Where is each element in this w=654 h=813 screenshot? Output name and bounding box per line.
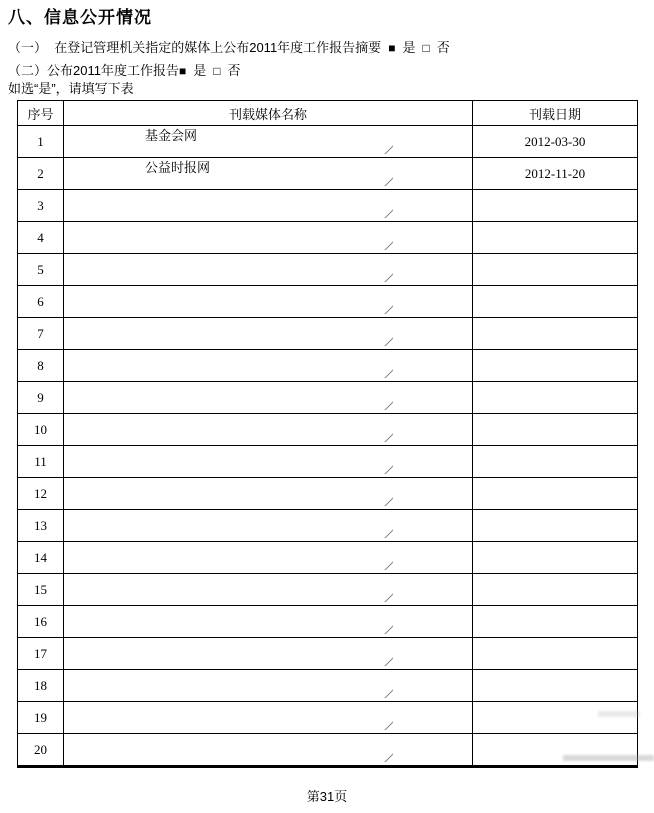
checkbox-unchecked-icon: □ — [213, 64, 221, 78]
media-name-cell — [64, 382, 473, 414]
media-table-body — [18, 126, 638, 767]
row-number: 9 — [18, 382, 64, 414]
table-row — [18, 670, 638, 702]
publish-date: 2012-11-20 — [473, 158, 638, 190]
media-publication-table — [17, 100, 638, 768]
table-row — [18, 734, 638, 767]
media-name-input[interactable] — [143, 734, 393, 761]
media-name-box — [143, 126, 393, 156]
publish-date — [473, 606, 638, 638]
media-name-box — [143, 702, 393, 732]
media-name-cell — [64, 542, 473, 574]
media-name-input[interactable] — [143, 254, 393, 281]
media-name-input[interactable] — [143, 542, 393, 569]
header-seq: 序号 — [18, 101, 64, 126]
header-media-name: 刊载媒体名称 — [64, 101, 473, 126]
media-name-cell — [64, 158, 473, 190]
header-publish-date: 刊载日期 — [473, 101, 638, 126]
row-number: 20 — [18, 734, 64, 767]
header-row — [18, 101, 638, 126]
media-name-input[interactable] — [143, 382, 393, 409]
table-row — [18, 702, 638, 734]
question-1-yes-label: 是 — [402, 40, 416, 55]
publish-date — [473, 286, 638, 318]
publish-date — [473, 478, 638, 510]
media-name-box — [143, 350, 393, 380]
media-name-box — [143, 222, 393, 252]
media-name-input[interactable] — [143, 126, 393, 153]
media-name-cell — [64, 190, 473, 222]
row-number: 10 — [18, 414, 64, 446]
media-name-cell — [64, 286, 473, 318]
row-number: 16 — [18, 606, 64, 638]
media-name-input[interactable] — [143, 158, 393, 185]
watermark-smudge — [598, 711, 640, 717]
publish-date — [473, 542, 638, 574]
table-row — [18, 286, 638, 318]
checkbox-checked-icon: ■ — [388, 41, 396, 55]
media-name-input[interactable] — [143, 606, 393, 633]
media-name-cell — [64, 318, 473, 350]
row-number: 13 — [18, 510, 64, 542]
media-name-input[interactable] — [143, 670, 393, 697]
media-name-cell — [64, 702, 473, 734]
row-number: 1 — [18, 126, 64, 158]
media-table-head — [18, 101, 638, 126]
media-name-cell — [64, 446, 473, 478]
table-row — [18, 158, 638, 190]
media-name-input[interactable] — [143, 702, 393, 729]
media-name-cell — [64, 126, 473, 158]
table-row — [18, 606, 638, 638]
media-name-box — [143, 574, 393, 604]
question-2-no-label: 否 — [227, 63, 241, 78]
publish-date — [473, 222, 638, 254]
table-row — [18, 318, 638, 350]
row-number: 4 — [18, 222, 64, 254]
table-row — [18, 190, 638, 222]
table-row — [18, 126, 638, 158]
media-name-input[interactable] — [143, 318, 393, 345]
row-number: 7 — [18, 318, 64, 350]
publish-date — [473, 350, 638, 382]
media-name-cell — [64, 510, 473, 542]
table-row — [18, 382, 638, 414]
publish-date — [473, 414, 638, 446]
publish-date — [473, 254, 638, 286]
table-row — [18, 350, 638, 382]
media-name-cell — [64, 350, 473, 382]
fill-table-note: 如选“是”，请填写下表 — [8, 81, 134, 96]
media-name-cell — [64, 734, 473, 767]
page-number: 第31页 — [306, 789, 348, 804]
row-number: 5 — [18, 254, 64, 286]
row-number: 3 — [18, 190, 64, 222]
table-row — [18, 478, 638, 510]
table-row — [18, 414, 638, 446]
row-number: 17 — [18, 638, 64, 670]
media-name-cell — [64, 414, 473, 446]
media-name-box — [143, 638, 393, 668]
row-number: 2 — [18, 158, 64, 190]
question-2-text: （二）公布2011年度工作报告 — [8, 63, 179, 78]
media-name-box — [143, 286, 393, 316]
row-number: 6 — [18, 286, 64, 318]
media-name-box — [143, 190, 393, 220]
media-name-box — [143, 606, 393, 636]
question-1 — [8, 40, 654, 56]
media-name-input[interactable] — [143, 286, 393, 313]
media-name-box — [143, 670, 393, 700]
publish-date — [473, 318, 638, 350]
question-1-no-label: 否 — [436, 40, 450, 55]
question-1-text: （一） 在登记管理机关指定的媒体上公布2011年度工作报告摘要 — [8, 40, 382, 55]
media-name-input[interactable] — [143, 478, 393, 505]
media-name-box — [143, 254, 393, 284]
media-name-box — [143, 382, 393, 412]
row-number: 8 — [18, 350, 64, 382]
media-name-cell — [64, 478, 473, 510]
table-row — [18, 254, 638, 286]
media-name-input[interactable] — [143, 510, 393, 537]
media-name-box — [143, 158, 393, 188]
checkbox-checked-icon: ■ — [178, 64, 187, 78]
publish-date — [473, 446, 638, 478]
publish-date — [473, 574, 638, 606]
media-name-box — [143, 542, 393, 572]
publish-date — [473, 638, 638, 670]
media-name-box — [143, 734, 393, 764]
publish-date — [473, 382, 638, 414]
media-name-box — [143, 446, 393, 476]
media-name-input[interactable] — [143, 574, 393, 601]
media-name-box — [143, 510, 393, 540]
row-number: 15 — [18, 574, 64, 606]
publish-date — [473, 702, 638, 734]
media-name-box — [143, 478, 393, 508]
media-name-input[interactable] — [143, 190, 393, 217]
watermark-smudge — [563, 755, 654, 761]
publish-date — [473, 190, 638, 222]
table-row — [18, 446, 638, 478]
table-row — [18, 638, 638, 670]
media-name-box — [143, 318, 393, 348]
publish-date — [473, 670, 638, 702]
media-name-input[interactable] — [143, 350, 393, 377]
publish-date: 2012-03-30 — [473, 126, 638, 158]
publish-date — [473, 510, 638, 542]
row-number: 12 — [18, 478, 64, 510]
media-name-cell — [64, 254, 473, 286]
media-name-cell — [64, 606, 473, 638]
media-name-cell — [64, 670, 473, 702]
media-name-input[interactable] — [143, 638, 393, 665]
checkbox-unchecked-icon: □ — [422, 41, 430, 55]
table-row — [18, 510, 638, 542]
media-name-cell — [64, 222, 473, 254]
media-name-cell — [64, 574, 473, 606]
media-name-input[interactable] — [143, 446, 393, 473]
media-name-cell — [64, 638, 473, 670]
section-title: 八、信息公开情况 — [8, 8, 152, 27]
row-number: 19 — [18, 702, 64, 734]
table-row — [18, 574, 638, 606]
table-row — [18, 542, 638, 574]
table-row — [18, 222, 638, 254]
row-number: 14 — [18, 542, 64, 574]
media-name-input[interactable] — [143, 414, 393, 441]
publish-date — [473, 734, 638, 767]
question-2 — [8, 63, 654, 79]
row-number: 18 — [18, 670, 64, 702]
media-name-box — [143, 414, 393, 444]
question-2-yes-label: 是 — [193, 63, 207, 78]
row-number: 11 — [18, 446, 64, 478]
media-name-input[interactable] — [143, 222, 393, 249]
